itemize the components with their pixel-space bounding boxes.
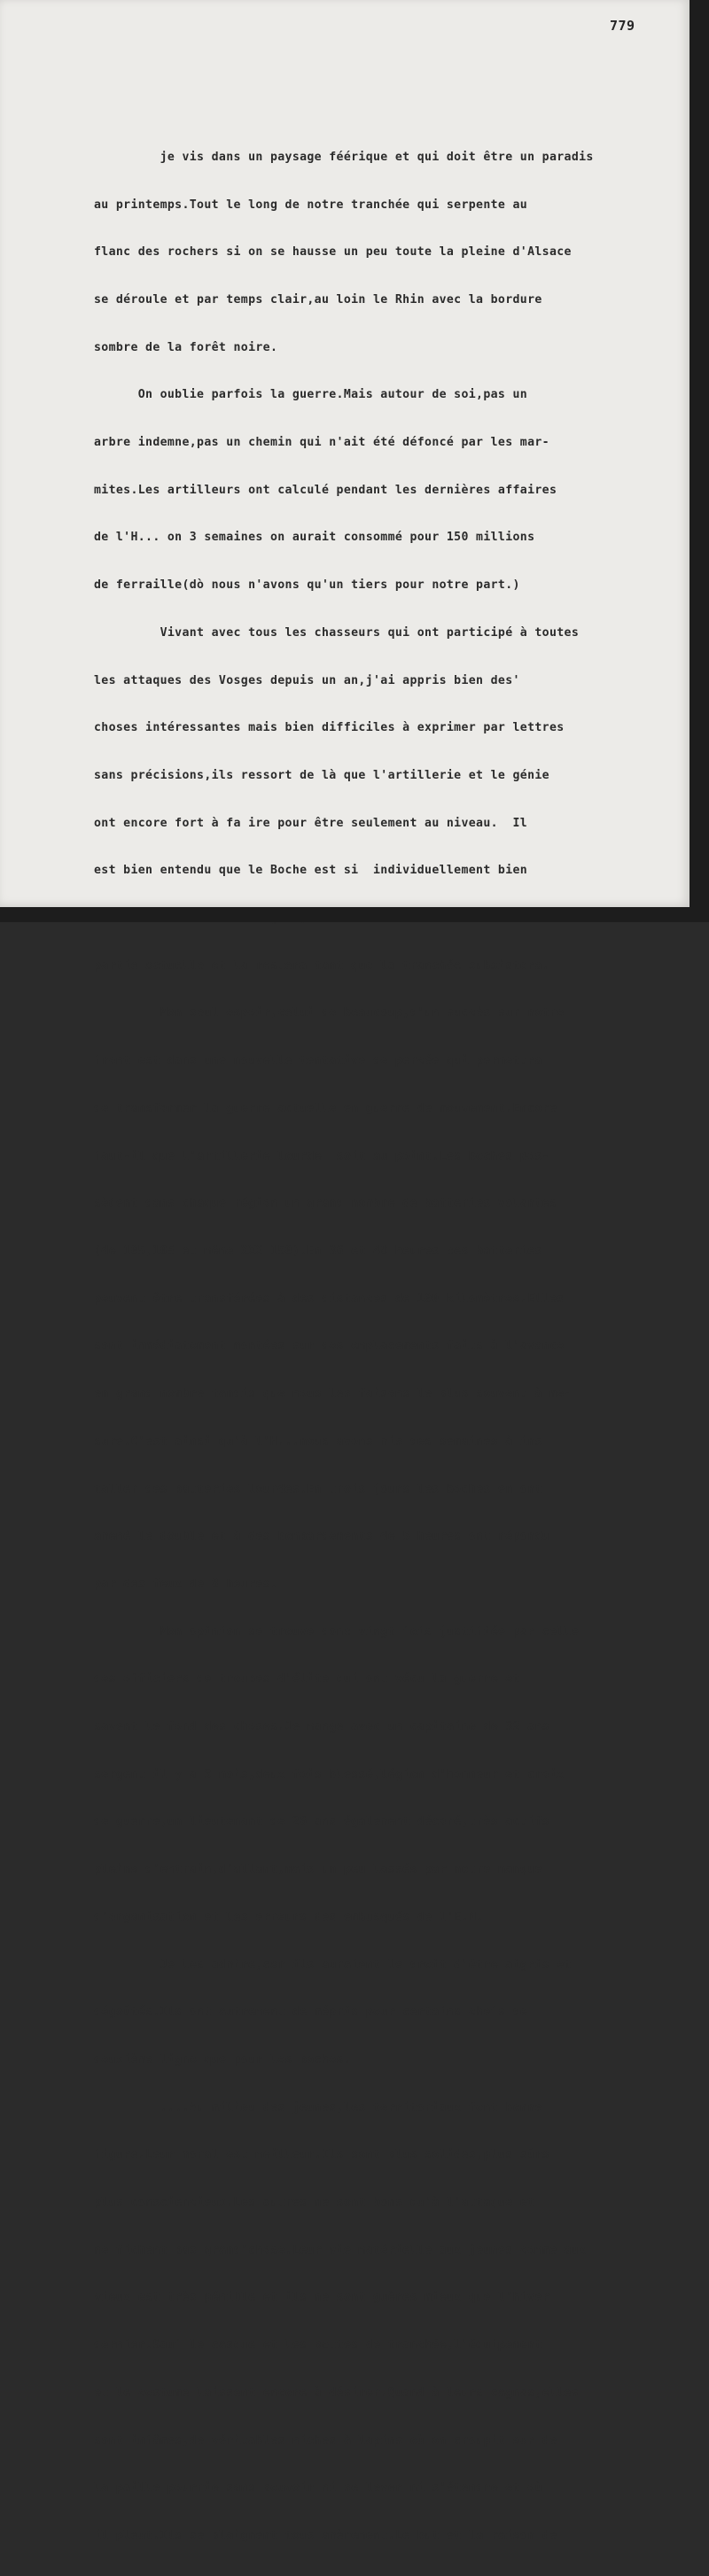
text-line: de transformer la guerre actuelle en guerre de mouvement.Encore bbox=[94, 1101, 557, 1115]
typed-letter-body bbox=[94, 118, 688, 2576]
text-line: ont encore fort à fa ire pour être seulement au niveau. Il bbox=[94, 816, 528, 830]
text-line: peuvent être transférées à des distances de 100 kilomètres.Elles bbox=[94, 1292, 565, 1306]
text-line: partie actuelle et la restera tant que la tranchée subsistera. bbox=[94, 958, 549, 973]
text-line: je vis dans un paysage féérique et qui doit être un paradis bbox=[94, 150, 594, 164]
text-line: se déroule et par temps clair,au loin le Rhin avec la bordure bbox=[94, 292, 542, 306]
text-line: dernier.Sauf le casque et les bottes de tranchée,l'équipement bbox=[94, 2339, 542, 2353]
text-line: sure.C'est ainsi qu'à l'H...nous avons mis des semaines à ins bbox=[94, 1434, 542, 1448]
text-line: de guerre,un lieutenant de 26 ans également décoré,très actifs bbox=[94, 1815, 549, 1829]
text-line: sergent il y a 3 mois,deux fois blessé,légion d'honneur et croix bbox=[94, 1767, 565, 1781]
text-line: des officiers de troupes d'élite qui ont vécu la guerre et bbox=[94, 1672, 520, 1687]
text-line: ....Au milieu des jeunes,les territoriaux font bonne bbox=[94, 2100, 542, 2114]
text-line: pleins d'entrain,d'allant,mais un peu lassés par notre manque bbox=[94, 1863, 542, 1877]
text-line: sont immédiatement montées sur des emplacements faits à l'avance bbox=[94, 1339, 565, 1354]
text-line: figure.Leur moral est meilleur.Ils sont plus solides,plus sûrs bbox=[94, 2148, 549, 2162]
text-line: sèdent dans chaque région un grand nombre de batteries volantes bbox=[94, 1197, 557, 1211]
text-line: On oublie parfois la guerre.Mais autour de soi,pas un bbox=[94, 388, 528, 402]
right-scan-border bbox=[690, 0, 709, 922]
text-line: Mon opinion se trouve donc vingt fois justifiée par celle bbox=[94, 1625, 580, 1639]
text-line: sombre de la forêt noire. bbox=[94, 340, 278, 354]
text-line: est bien entendu que le Boche est si individuellement bien bbox=[94, 864, 528, 878]
text-line: Mon seul espoir,celui de beaucoup,d'un succès sur notre bbox=[94, 1006, 565, 1020]
text-line: de l'H... on 3 semaines on aurait consommé pour 150 millions bbox=[94, 531, 535, 545]
text-line: flanc des rochers si on se hausse un peu toute la pleine d'Alsace bbox=[94, 245, 572, 260]
text-line: il pleut.Ils se plaignent tous amèrement.Le but et la raison de bbox=[94, 2528, 557, 2542]
text-line: ne fichent pas grand'chose.Leur vie matérielle aux jeunes comme aux bbox=[94, 2243, 587, 2257]
text-line: par des feux de 8 heures. bbox=[94, 1577, 278, 1591]
text-line: deuxième ligne que pour les boches. bbox=[94, 2052, 352, 2067]
text-line: dégoûtés.Ils ont autrement de mépris pour certains chefs de bbox=[94, 2006, 528, 2020]
bottom-scan-border bbox=[0, 907, 709, 922]
text-line: au printemps.Tout le long de notre tranchée qui serpente au bbox=[94, 198, 528, 212]
text-line: la paille pourrie sans pouvoir ni se lever ni s'étendre et où bbox=[94, 2481, 542, 2495]
text-line: de ferraille(dò nous n'avons qu'un tiers pour notre part.) bbox=[94, 578, 520, 593]
text-line: les attaques des Vosges depuis un an,j'ai appris bien des' bbox=[94, 673, 520, 687]
text-line: Je les admire,car ils auraient le droit d'être aigris et bbox=[94, 1958, 572, 1972]
text-line: amené le double et à des bombardements de 5 heures ont répondu bbox=[94, 1530, 549, 1544]
text-line: mites.Les artilleurs ont calculé pendant les dernières affaires bbox=[94, 483, 557, 497]
text-line: arbre indemne,pas un chemin qui n'ait été défoncé par les mar- bbox=[94, 436, 549, 450]
text-line: front est dans une nouvelle tentative de percée qui permettra bbox=[94, 1054, 542, 1068]
text-line: vieux est très pénible et ils ne sont guères mieux que l'hiver bbox=[94, 2291, 549, 2305]
text-line: savent le fond des choses.Je mange avec un capitaine de 32 ans bbox=[94, 1720, 549, 1734]
text-line: sans précisions,ils ressort de là que l'artillerie et le génie bbox=[94, 768, 549, 782]
text-line: Vivant avec tous les chasseurs qui ont participé à toutes bbox=[94, 625, 580, 640]
text-line: choses intéressantes mais bien difficiles à exprimer par lettres bbox=[94, 721, 565, 735]
text-line: (de 105,105 et même XXX 150).En 36 et 48 heures ces batteries bbox=[94, 1244, 542, 1258]
text-line: d'organisation et les erreurs des embusqués de l'E.M. bbox=[94, 1910, 484, 1924]
text-line: faut-il que l'artillerie lourde soit au point.Les boches pos- bbox=[94, 1149, 549, 1163]
text-line: taller des batteries lourdes.En trois jours les boches en ont bbox=[94, 1482, 542, 1496]
text-line: et le costume laissent encore à désirer.Quand à leurs cagnas,elles bbox=[94, 2386, 580, 2400]
text-line: sont infâmes,de véritables niches à lapins où on croupit sur de bbox=[94, 2433, 557, 2448]
text-line: plus consciencieux.Les autres ne sont bons qu'à l'attaque et bbox=[94, 2196, 535, 2210]
text-line: en grand nombre tandis que nous les faisons le plus souvent à me- bbox=[94, 1387, 572, 1401]
page-number: 779 bbox=[610, 18, 635, 34]
